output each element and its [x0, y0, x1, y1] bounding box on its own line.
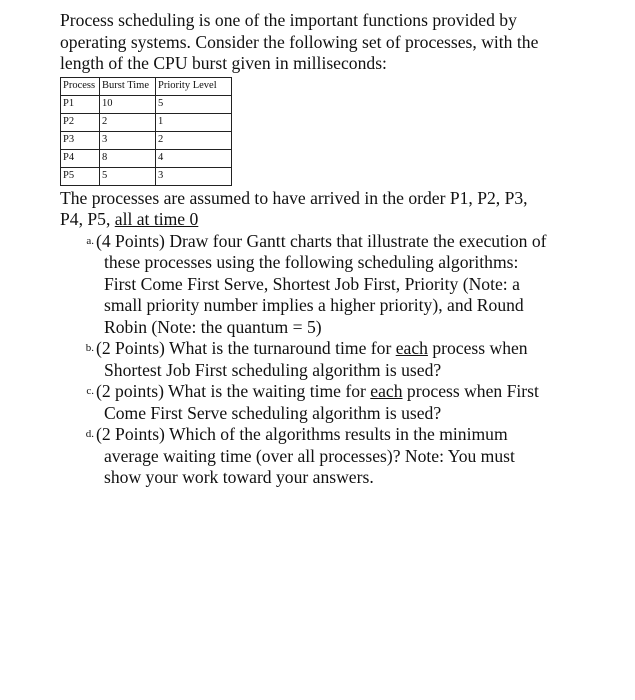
question-a-line: these processes using the following scheduling algorithms: — [104, 252, 519, 272]
cell-burst-time: 8 — [100, 149, 156, 167]
cell-process: P2 — [61, 113, 100, 131]
intro-line-3: length of the CPU burst given in milliseconds: — [60, 53, 387, 73]
question-c-emphasis: each — [370, 381, 403, 401]
question-d-marker: d. — [85, 428, 94, 440]
question-b-line: Shortest Job First scheduling algorithm is used? — [104, 359, 442, 380]
cell-process: P5 — [61, 167, 100, 185]
question-c-marker: c. — [86, 385, 94, 397]
arrival-paragraph — [60, 188, 580, 231]
question-c-first-line — [96, 381, 580, 403]
question-b-first-pre: (2 Points) What is the turnaround time for — [96, 338, 396, 358]
cell-process: P4 — [61, 149, 100, 167]
question-c-first-pre: (2 points) What is the waiting time for — [96, 381, 371, 401]
process-table — [60, 77, 232, 186]
cell-burst-time: 2 — [100, 113, 156, 131]
question-d-line: show your work toward your answers. — [104, 467, 374, 487]
cell-burst-time: 10 — [100, 95, 156, 113]
cell-priority: 2 — [156, 131, 232, 149]
cell-priority: 5 — [156, 95, 232, 113]
question-c-line: Come First Serve scheduling algorithm is used? — [104, 402, 442, 423]
cell-burst-time: 3 — [100, 131, 156, 149]
intro-line-2: operating systems. Consider the following set of processes, with the — [60, 31, 539, 52]
cell-process: P1 — [61, 95, 100, 113]
question-b-emphasis: each — [395, 338, 428, 358]
cell-priority: 3 — [156, 167, 232, 185]
table-row — [61, 149, 232, 167]
question-d-first-line: (2 Points) Which of the algorithms results in the minimum — [96, 424, 508, 444]
question-a-first-line: (4 Points) Draw four Gantt charts that illustrate the execution of — [96, 230, 547, 251]
header-process: Process — [61, 77, 100, 95]
table-row — [61, 95, 232, 113]
question-a-marker: a. — [86, 234, 94, 247]
question-b — [60, 338, 580, 381]
table-row — [61, 167, 232, 185]
question-b-first-post: process when — [427, 338, 528, 358]
question-list — [60, 231, 580, 489]
question-a-line: First Come First Serve, Shortest Job First, Priority (Note: a — [104, 273, 520, 294]
cell-priority: 4 — [156, 149, 232, 167]
arrival-line-1: The processes are assumed to have arrived in the order P1, P2, P3, — [60, 187, 528, 208]
question-d-line: average waiting time (over all processes)? Note: You must — [104, 445, 515, 466]
question-d — [60, 424, 580, 489]
table-row — [61, 131, 232, 149]
question-a-line: small priority number implies a higher priority), and Round — [104, 295, 524, 315]
question-b-first-line — [96, 338, 580, 360]
header-burst-time: Burst Time — [100, 77, 156, 95]
document-page — [60, 10, 580, 489]
cell-process: P3 — [61, 131, 100, 149]
question-a-line: Robin (Note: the quantum = 5) — [104, 316, 322, 337]
intro-paragraph — [60, 10, 580, 75]
table-row — [61, 113, 232, 131]
question-c — [60, 381, 580, 424]
arrival-time-underlined: all at time 0 — [114, 209, 199, 229]
cell-burst-time: 5 — [100, 167, 156, 185]
question-b-marker: b. — [85, 342, 94, 354]
header-priority-level: Priority Level — [156, 77, 232, 95]
intro-line-1: Process scheduling is one of the important functions provided by — [60, 10, 517, 30]
table-header-row — [61, 77, 232, 95]
question-c-first-post: process when First — [402, 381, 539, 401]
arrival-line-2-prefix: P4, P5, — [60, 209, 115, 229]
question-a — [60, 231, 580, 339]
cell-priority: 1 — [156, 113, 232, 131]
